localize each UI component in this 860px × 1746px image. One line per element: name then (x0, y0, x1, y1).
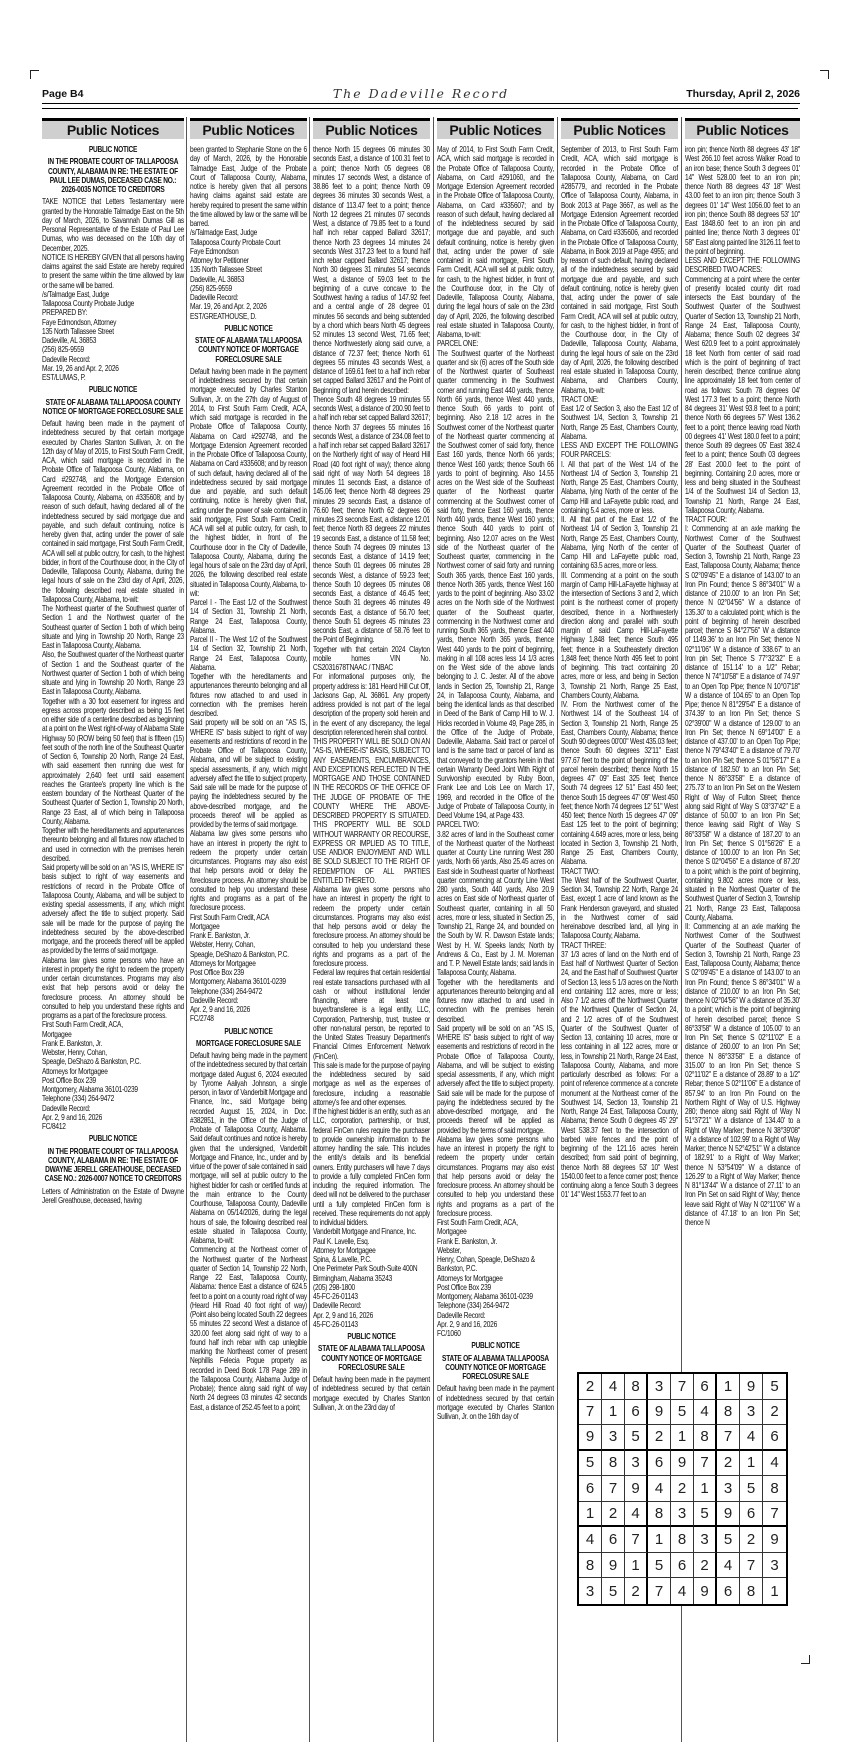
sudoku-cell: 5 (625, 1425, 648, 1451)
sudoku-cell: 2 (694, 1553, 717, 1579)
notice-heading: PUBLIC NOTICE (224, 323, 273, 333)
sudoku-cell: 5 (671, 1400, 694, 1426)
notice-paragraph: thence North 15 degrees 06 minutes 30 seconds East, a distance of 100.31 feet to a point; thence North 05 degrees 08 minutes 17 seconds West, a distance of 38.86 feet to a point; thence North 09 degrees 36 minutes 30 seconds West, a distance of 113.47 feet to a point; thence North 12 degrees 21 minutes 07 seconds West, a distance of 79.85 feet to a found half inch rebar capped Ballard 32617; thence North 23 degrees 14 minutes 24 seconds West 317.23 feet to a found half inch rebar capped Ballard 32617; thence North 30 degrees 31 minutes 54 seconds West, a distance of 59.03 feet to the beginning of a curve concave to the Southwest having a radius of 147.92 feet and a central angle of 28 degree 01 minutes 56 seconds and being subtended by a chord which bears North 45 degrees 52 minutes 13 second West, 71.65 feet; thence Northwesterly along said curve, a distance of 72.37 feet; thence North 61 degrees 55 minutes 43 seconds West, a distance of 169.61 feet to a half inch rebar set capped Ballard 32617 and the Point of Beginning of land herein described: (313, 145, 430, 395)
sudoku-cell: 7 (579, 1400, 602, 1426)
notice-paragraph: Said property will be sold on an "AS IS, WHERE IS" basis subject to right of way easements and restrictions of record in the Probate Office of Tallapoosa County, Alabama, and will be subject to existing special assessments, if any, which might adversely affect the title to subject property. Said sale will be made for the purpose of paying the indebtedness secured by the above-described mortgage, and the proceeds thereof will be applied as provided by the terms of said mortgage. (437, 1023, 554, 1135)
notice-paragraph: Also, the Southwest quarter of the Northeast quarter of Section 1 and the Southeast quarter of the Northwest quarter of Section 1 both of which being situate and lying in Township 20 North, Range 23 East in Tallapoosa County, Alabama. (42, 650, 184, 697)
notice-heading: STATE OF ALABAMA TALLAPOOSA COUNTY NOTICE OF MORTGAGE FORECLOSURE SALE (195, 336, 302, 364)
section-header-public-notices: Public Notices (561, 118, 678, 139)
sudoku-cell: 7 (763, 1502, 786, 1528)
sudoku-cell: 5 (602, 1578, 625, 1604)
notice-signature: Paul K. Lavelle, Esq. Attorney for Mortgagee Spina, & Lavelle, P.C. One Perimeter Park South-Suite 400N Birmingham, Alabama 35243 (205) 298-1800 45-FC-26-01143 (313, 1236, 418, 1301)
column-divider (557, 117, 558, 1742)
notice-paragraph: Alabama law gives some persons who have an interest in property the right to redeem the property under certain circumstances. Programs may also exist that help persons avoid or delay the foreclosure process. An attorney should be consulted to help you understand these rights and programs as a part of the foreclosure process. (190, 829, 307, 913)
sudoku-cell: 5 (648, 1553, 671, 1579)
sudoku-cell: 5 (579, 1451, 602, 1477)
sudoku-cell: 1 (579, 1502, 602, 1528)
notice-column-2 (190, 118, 307, 1412)
notice-column-1 (42, 118, 184, 1205)
sudoku-cell: 4 (648, 1476, 671, 1502)
notice-paragraph: Default having been made in the payment of indebtedness secured by that certain mortgage executed by Charles Stanton Sullivan, Jr. on the 16th day of (437, 1384, 554, 1421)
notice-heading: PUBLIC NOTICE (88, 145, 138, 154)
notice-signature: Henry, Cohan, Speagle, DeShazo & Bankston, P.C. Attorneys for Mortgagee Post Office Box 239 Montgomery, Alabama 36101-0239 Telephone (334) 264-9472 (437, 1255, 535, 1311)
notice-subheading: TRACT ONE: (561, 394, 599, 404)
notice-paragraph: LESS AND EXCEPT THE FOLLOWING DESCRIBED TWO ACRES: (685, 256, 800, 275)
notice-paragraph: Together with that certain 2024 Clayton mobile homes VIN No. CS2031678TNAAC / TNBAC (313, 644, 430, 672)
sudoku-cell: 3 (717, 1476, 740, 1502)
notice-heading: STATE OF ALABAMA TALLAPOOSA COUNTY NOTICE OF MORTGAGE FORECLOSURE SALE (318, 1344, 425, 1372)
notice-paragraph: 3.82 acres of land in the Southeast corner of the Northeast quarter of the Northeast quarter at County Line running West 280 yards, North 66 yards, Also 25.45 acres on East side in Southeast quarter of Northeast quarter commencing at County Line West 280 yards, South 440 yards, Also 20.9 acres on East side of Northeast quarter of Southeast quarter, containing in all 50 acres, more or less, situated in Section 25, Township 21, Range 24, and bounded on the South by W. R. Dawson Estate lands; West by H. W. Speeks lands; North by Andrews & Co., East by J. M. Moreman and T. P. Newell Estate lands; said lands in Tallapoosa County, Alabama. (437, 829, 554, 978)
sudoku-cell: 1 (694, 1476, 717, 1502)
notice-paragraph: Default having been made in the payment of indebtedness secured by that certain mortgage executed by Charles Stanton Sullivan, Jr. on the 23rd day of (313, 1375, 430, 1412)
sudoku-cell: 8 (717, 1400, 740, 1426)
notice-column-3 (313, 118, 430, 1412)
sudoku-cell: 1 (625, 1553, 648, 1579)
sudoku-cell: 7 (740, 1553, 763, 1579)
sudoku-cell: 3 (694, 1527, 717, 1553)
notice-paragraph: Default having being made in the payment of the indebtedness secured by that certain mortgage dated August 6, 2024 executed by Tyrome Aaliyah Johnson, a single person, in favor of Vanderbilt Mortgage and Finance, Inc., said Mortgage being recorded August 15, 2024, in Doc. #382851, in the Office of the Judge of Probate of Tallapoosa County, Alabama. Said default continues and notice is hereby given that the undersigned, Vanderbilt Mortgage and Finance, Inc., under and by virtue of the power of sale contained in said mortgage, will sell at public outcry to the highest bidder for cash or certified funds at the main entrance to the County Courthouse, Tallapoosa County, Dadeville Alabama on 05/14/2026, during the legal hours of sale, the following described real estate situated in Tallapoosa County, Alabama, to-wit: (190, 1051, 307, 1245)
notice-subheading: PARCEL TWO: (437, 820, 480, 830)
column-divider (433, 117, 434, 1742)
notice-paragraph: Together with a 30 foot easement for ingress and egress across property described as being 15 feet on either side of a centerline described as beginning at a point on the West right-of-way of Alabama State Highway 50 (ROW being 50 feet) that is fifteen (15) feet south of the north line of the Southeast Quarter of Section 6, Township 20 North, Range 24 East, with said easement then running due west for approximately 2,640 feet until said easement reaches the Grantee's property line which is the eastern boundary of the Northeast Quarter of the Southeast Quarter of Section 1, Township 20 North, Range 23 East, all of which being in Tallapoosa County, Alabama. (42, 696, 184, 826)
notice-signature: First South Farm Credit, ACA, Mortgagee Frank E. Bankston, Jr. Webster, (437, 1218, 518, 1255)
header-rule (42, 103, 800, 104)
notice-signature: Speagle, DeShazo & Bankston, P.C. Attorneys for Mortgagee Post Office Box 239 Montgomery, Alabama 36101-0239 Telephone (334) 264-9472 (42, 1057, 141, 1104)
notice-subheading: TRACT FOUR: (685, 515, 727, 524)
section-header-public-notices: Public Notices (685, 118, 800, 139)
sudoku-cell: 6 (740, 1502, 763, 1528)
notice-column-6 (685, 118, 800, 1227)
sudoku-cell: 9 (694, 1578, 717, 1604)
sudoku-cell: 4 (717, 1553, 740, 1579)
notice-paragraph: The Southwest quarter of the Northeast quarter and six (6) acres off the South side of the Northwest quarter of Southeast quarter commencing in the Southwest corner and running East 440 yards, thence North 66 yards, thence West 440 yards, thence South 66 yards to point of beginning. Also 2.18 1/2 acres in the Southwest corner of the Northeast quarter of the Northeast quarter commencing at the Southwest corner of said forty, thence East 160 yards, thence North 66 yards; thence West 160 yards; thence South 66 yards to point of beginning. Also 14.55 acres on the West side of the Southeast quarter of the Northeast quarter commencing at the Southwest corner of said forty, thence East 160 yards, thence North 440 yards, thence West 160 yards; thence South 440 yards to point of beginning. Also 12.07 acres on the West side of the Northeast quarter of the Southeast quarter, commencing in the Northwest corner of said forty and running South 365 yards, thence East 160 yards, thence North 365 yards, thence West 160 yards to the point of beginning. Also 33.02 acres on the North side of the Northwest quarter of the Southeast quarter, commencing in the Northwest corner and running South 365 yards, thence East 440 yards, thence North 365 yards, thence West 440 yards to the point of beginning, making in all 108 acres less 14 1/3 acres on the West side of the above lands belonging to J. C. Jester. All of the above lands in Section 25, Township 21, Range 24, in Tallapoosa County, Alabama, and being the identical lands as that described in Deed of the Bank of Camp Hill to W. J. Hicks recorded in Volume 49, Page 285, in the Office of the Judge of Probate, Dadeville, Alabama. Said tract or parcel of land is the same tract or parcel of land as that conveyed to the grantors herein in that certain Warranty Deed Joint With Right of Survivorship executed by Ruby Boon, Frank Lee and Lois Lee on March 17, 1969, and recorded in the Office of the Judge of Probate of Tallapoosa County, in Deed Volume 194, at Page 433. (437, 348, 554, 820)
notice-signature: First South Farm Credit, ACA, Mortgagee Frank E. Bankston, Jr. Webster, Henry, Cohan, (42, 1020, 123, 1057)
sudoku-cell: 6 (671, 1553, 694, 1579)
notice-paragraph: Default having been made in the payment of indebtedness secured by that certain mortgage executed by Charles Stanton Sullivan, Jr. on the 27th day of August of 2014, to First South Farm Credit, ACA, which said mortgage is recorded in the Probate Office of Tallapoosa County, Alabama on Card #292748, and the Mortgage Extension Agreement recorded in the Probate Office of Tallapoosa County, Alabama on Card #335608; and by reason of such default, having declared all of the indebtedness secured by said mortgage due and payable, and such default continuing, notice is hereby given that, acting under the power of sale contained in said mortgage, First South Farm Credit, ACA will sell at public outcry, for cash, to the highest bidder, in front of the Courthouse door in the City of Dadeville, Tallapoosa County, Alabama, during the legal hours of sale on the 23rd day of April, 2026, the following described real estate situated in Tallapoosa County, Alabama, to-wit: (190, 366, 307, 598)
notice-paragraph: Alabama law gives some persons who have an interest in property the right to redeem the property under certain circumstances. Programs may also exist that help persons avoid or delay the foreclosure process. An attorney should be consulted to help you understand these rights and programs as a part of the foreclosure process. (313, 885, 430, 968)
sudoku-cell: 8 (763, 1476, 786, 1502)
issue-date: Thursday, April 2, 2026 (686, 88, 800, 100)
section-header-public-notices: Public Notices (313, 118, 430, 139)
sudoku-solution-grid (577, 1372, 788, 1606)
sudoku-cell: 3 (763, 1553, 786, 1579)
sudoku-cell: 5 (717, 1527, 740, 1553)
sudoku-cell: 9 (602, 1553, 625, 1579)
sudoku-cell: 4 (740, 1425, 763, 1451)
sudoku-cell: 9 (579, 1425, 602, 1451)
sudoku-cell: 5 (694, 1502, 717, 1528)
notice-paragraph: THIS PROPERTY WILL BE SOLD ON AN "AS-IS, WHERE-IS" BASIS, SUBJECT TO ANY EASEMENTS, ENCUMBRANCES, AND EXCEPTIONS REFLECTED IN THE MORTGAGE AND THOSE CONTAINED IN THE RECORDS OF THE OFFICE OF THE JUDGE OF PROBATE OF THE COUNTY WHERE THE ABOVE-DESCRIBED PROPERTY IS SITUATED. THIS PROPERTY WILL BE SOLD WITHOUT WARRANTY OR RECOURSE, EXPRESS OR IMPLIED AS TO TITLE, USE AND/OR ENJOYMENT AND WILL BE SOLD SUBJECT TO THE RIGHT OF REDEMPTION OF ALL PARTIES ENTITLED THERETO. (313, 737, 430, 885)
sudoku-cell: 7 (602, 1476, 625, 1502)
column-divider (309, 117, 310, 1742)
notice-column-5 (561, 118, 678, 1200)
notice-paragraph: The Northeast quarter of the Southwest quarter of Section 1 and the Northwest quarter of the Southeast quarter of Section 1 both of which being situate and lying in Township 20 North, Range 23 East in Tallapoosa County, Alabama. (42, 604, 184, 650)
sudoku-cell: 8 (579, 1553, 602, 1579)
notice-signature: Dadeville Record: Apr. 2, 9 and 16, 2026 45-FC-26-01143 (313, 1301, 374, 1329)
notice-signature: Dadeville Record: Apr. 2, 9 and 16, 2026 FC/2748 (190, 995, 251, 1024)
notice-heading: STATE OF ALABAMA TALLAPOOSA COUNTY NOTICE OF MORTGAGE FORECLOSURE SALE (442, 1353, 549, 1381)
sudoku-cell: 8 (625, 1374, 648, 1400)
sudoku-cell: 5 (740, 1476, 763, 1502)
notice-heading: PUBLIC NOTICE (347, 1332, 396, 1341)
notice-signature: Faye Edmondson Attorney for Petitioner 135 North Tallassee Street Dadeville, AL 36853 (256) 825-9559 (190, 246, 262, 293)
sudoku-cell: 3 (740, 1400, 763, 1426)
sudoku-cell: 6 (717, 1578, 740, 1604)
notice-paragraph: If the highest bidder is an entity, such as an LLC, corporation, partnership, or trust, federal FinCen rules require the purchaser to provide ownership information to the attorney handling the sale. This includes the entity's details and its beneficial owners. Entity purchasers will have 7 days to provide a fully completed FinCen form including the required information. The deed will not be delivered to the purchaser until a fully completed FinCen form is received. These requirements do not apply to individual bidders. (313, 1107, 430, 1227)
sudoku-cell: 2 (579, 1374, 602, 1400)
sudoku-cell: 8 (671, 1527, 694, 1553)
notice-paragraph: TAKE NOTICE that Letters Testamentary were granted by the Honorable Talmadge East on the 5th day of March, 2026, to Savannah Dumas Gill as Personal Representative of the Estate of Paul Lee Dumas, who was deceased on the 10th day of December, 2025. (42, 197, 184, 253)
notice-paragraph: Default having been made in the payment of indebtedness secured by that certain mortgage executed by Charles Stanton Sullivan, Jr. on the 12th day of May of 2015, to First South Farm Credit, ACA, which said mortgage is recorded in the Probate Office of Tallapoosa County, Alabama, on Card #292748, and the Mortgage Extension Agreement recorded in the Probate Office of Tallapoosa County, Alabama, on #335608; and by reason of such default, having declared all of the indebtedness secured by said mortgage due and payable, and such default continuing, notice is hereby given that, acting under the power of sale contained in said mortgage, First South Farm Credit, ACA will sell at public outcry, for cash, to the highest bidder, in front of the Courthouse door, in the City of Dadeville, Tallapoosa County, Alabama, during the legal hours of sale on the 23rd day of April, 2026, the following described real estate situated in Tallapoosa County, Alabama, to-wit: (42, 419, 184, 604)
notice-column-text (685, 145, 800, 1227)
sudoku-cell: 9 (763, 1527, 786, 1553)
sudoku-cell: 9 (625, 1476, 648, 1502)
notice-paragraph: Parcel II - The West 1/2 of the Southwest 1/4 of Section 32, Township 21 North, Range 24 East, Tallapoosa County, Alabama. (190, 635, 307, 672)
sudoku-cell: 3 (625, 1451, 648, 1477)
page-number: Page B4 (42, 88, 84, 100)
notice-column-text (190, 145, 307, 1412)
notice-paragraph: Federal law requires that certain residential real estate transactions purchased with all cash or without institutional lender financing, where at least one buyer/transferee is a legal entity, LLC, Corporation, Partnership, trust, trustee or other non-natural person, be reported to the United States Treasury Department's Financial Crimes Enforcement Network (FinCen). (313, 968, 430, 1061)
sudoku-cell: 6 (602, 1527, 625, 1553)
sudoku-cell: 3 (648, 1374, 671, 1400)
sudoku-cell: 6 (579, 1476, 602, 1502)
notice-column-text (437, 145, 554, 1421)
sudoku-cell: 1 (717, 1374, 740, 1400)
notice-heading: STATE OF ALABAMA TALLAPOOSA COUNTY NOTICE OF MORTGAGE FORECLOSURE SALE (42, 397, 184, 416)
sudoku-cell: 4 (763, 1451, 786, 1477)
notice-column-text (561, 145, 678, 1200)
notice-paragraph: May of 2014, to First South Farm Credit, ACA, which said mortgage is recorded in the Probate Office of Tallapoosa County, Alabama, on Card #291060, and the Mortgage Extension Agreement recorded in the Probate Office of Tallapoosa County, Alabama, on Card #335607; and by reason of such default, having declared all of the indebtedness secured by said mortgage due and payable, and such default continuing, notice is hereby given that, acting under the power of sale contained in said mortgage, First South Farm Credit, ACA will sell at public outcry, for cash, to the highest bidder, in front of the Courthouse door, in the City of Dadeville, Tallapoosa County, Alabama, during the legal hours of sale on the 23rd day of April, 2026, the following described real estate situated in Tallapoosa County, Alabama, to-wit: (437, 145, 554, 339)
notice-paragraph: For informational purposes only, the property address is: 181 Heard Hill Cut Off, Jacksons Gap, AL 36861. Any property address provided is not part of the legal description of the property sold herein and in the event of any discrepancy, the legal description referenced herein shall control. (313, 672, 430, 737)
sudoku-cell: 1 (648, 1527, 671, 1553)
notice-paragraph: Thence South 48 degrees 19 minutes 55 seconds West, a distance of 200.90 feet to a half inch rebar set capped Ballard 32617; thence North 37 degrees 55 minutes 16 seconds West, a distance of 234.08 feet to a half inch rebar set capped Ballard 32617 on the Northerly right of way of Heard Hill Road (40 foot right of way); thence along said right of way North 54 degrees 18 minutes 11 seconds East, a distance of 145.06 feet; thence North 48 degrees 29 minutes 29 seconds East, a distance of 76.60 feet; thence North 62 degrees 06 minutes 23 seconds East, a distance 12.01 feet; thence North 83 degrees 22 minutes 19 seconds East, a distance of 11.58 feet; thence South 74 degrees 09 minutes 13 seconds East, a distance of 14.19 feet; thence South 01 degrees 06 minutes 28 seconds West, a distance of 59.23 feet; thence South 10 degrees 05 minutes 08 seconds East, a distance of 46.45 feet; thence South 31 degrees 46 minutes 49 seconds East, a distance of 56.70 feet; thence South 51 degrees 45 minutes 23 seconds East, a distance of 58.76 feet to the Point of Beginning. (313, 394, 430, 645)
sudoku-cell: 7 (694, 1451, 717, 1477)
notice-signature: Dadeville Record: Mar. 19, 26 and Apr. 2, 2026 EST/GREATHOUSE, D. (190, 293, 267, 321)
notice-signature: PREPARED BY: Faye Edmondson, Attorney 135 North Tallassee Street Dadeville, AL 36853 (256) 825-9559 (42, 308, 117, 355)
sudoku-cell: 2 (671, 1476, 694, 1502)
notice-paragraph: Commencing at a point where the center of presently located county dirt road intersects the East boundary of the Southwest Quarter of the Southwest Quarter of Section 13, Township 21 North, Range 24 East, Tallapoosa County, Alabama; thence South 02 degrees 34' West 620.9 feet to a point approximately 18 feet North from center of said road which is the point of beginning of tract herein described; thence continue along line approximately 18 feet from center of road as follows: South 78 degrees 04' West 177.3 feet to a point; thence North 84 degrees 31' West 93.8 feet to a point; thence North 66 degrees 57' West 136.2 feet to a point; thence leaving road North 00 degrees 41' West 180.0 feet to a point; thence South 89 degrees 05' East 382.4 feet to a point; thence South 03 degrees 28' East 200.0 feet to the point of beginning. Containing 2.0 acres, more or less and being situated in the Southeast 1/4 of the Southwest 1/4 of Section 13, Township 21 North, Range 24 East, Tallapoosa County, Alabama. (685, 274, 800, 515)
notice-signature: Dadeville Record: Mar. 19, 26 and Apr. 2, 2026 EST/LUMAS, P. (42, 354, 119, 382)
notice-paragraph: Together with the hereditaments and appurtenances thereunto belonging and all fixtures now attached to and used in connection with the premises herein described. (437, 977, 554, 1024)
notice-column-text (313, 145, 430, 1412)
sudoku-cell: 2 (625, 1578, 648, 1604)
notice-paragraph: been granted to Stephanie Stone on the 6 day of March, 2026, by the Honorable Talmadge East, Judge of the Probate Court of Tallapoosa County, Alabama, notice is hereby given that all persons having claims against said estate are hereby required to present the same within the time allowed by law or the same will be barred. (190, 145, 307, 228)
sudoku-cell: 7 (717, 1425, 740, 1451)
header-rule (42, 108, 798, 109)
notice-paragraph: Together with the hereditaments and appurtenances thereunto belonging and all fixtures now attached to and used in connection with the premises herein described. (42, 826, 184, 863)
sudoku-cell: 1 (602, 1400, 625, 1426)
notice-signature: Dadeville Record: Apr. 2, 9 and 16, 2026 FC/1060 (437, 1310, 498, 1338)
sudoku-cell: 7 (671, 1374, 694, 1400)
notice-subheading: TRACT TWO: (561, 866, 600, 876)
sudoku-cell: 4 (579, 1527, 602, 1553)
sudoku-cell: 3 (602, 1425, 625, 1451)
sudoku-cell: 3 (579, 1578, 602, 1604)
sudoku-cell: 6 (694, 1374, 717, 1400)
notice-column-text (42, 145, 184, 1205)
notice-paragraph: IV. From the Northwest corner of the Northwest 1/4 of the Southeast 1/4 of Section 3, Township 21 North, Range 25 East, Chambers County, Alabama; thence South 90 degrees 00'00" West 435.03 feet; thence South 60 degrees 32'11" East 977.67 feet to the point of beginning of the parcel herein described; thence North 15 degrees 47' 09" East 325 feet; thence South 74 degrees 12' 51" East 450 feet; thence South 15 degrees 47' 09" West 450 feet; thence North 74 degrees 12' 51" West 450 feet; thence North 15 degrees 47' 09" East 125 feet to the point of beginning; containing 4.649 acres, more or less, being located in Section 3, Township 21 North, Range 25 East, Chambers County, Alabama. (561, 700, 678, 867)
notice-paragraph: Alabama law gives some persons who have an interest in property the right to redeem the property under certain circumstances. Programs may also exist that help persons avoid or delay the foreclosure process. An attorney should be consulted to help you understand these rights and programs as a part of the foreclosure process. (42, 955, 184, 1020)
sudoku-cell: 6 (648, 1451, 671, 1477)
notice-heading: PUBLIC NOTICE (88, 1134, 138, 1144)
notice-paragraph: The West half of the Southwest Quarter, Section 34, Township 22 North, Range 24 East, except 1 acre of land known as the Frank Henderson graveyard, and situated in the Northwest corner of said hereinabove described land, all lying in Tallapoosa County, Alabama. (561, 875, 678, 941)
notice-heading: PUBLIC NOTICE (224, 1026, 273, 1036)
sudoku-cell: 4 (694, 1400, 717, 1426)
sudoku-cell: 2 (717, 1451, 740, 1477)
notice-heading: MORTGAGE FORECLOSURE SALE (196, 1038, 301, 1048)
notice-signature: /s/Talmadge East, Judge Tallapoosa County Probate Judge (42, 289, 135, 308)
sudoku-cell: 6 (763, 1425, 786, 1451)
notice-paragraph: II: Commencing at an axle marking the Northwest Corner of the Southwest Quarter of the Southeast Quarter of Section 3, Township 21 North, Range 23 East, Tallapoosa County, Alabama; thence S 02°09'45" E a distance of 143.00' to an Iron Pin Found; thence S 86°34'01" W a distance of 210.00' to an Iron Pin Set; thence N 02°04'56" W a distance of 35.30' to a point; which is the point of beginning of herein described parcel; thence S 86°33'58" W a distance of 105.00' to an Iron Pin Set; thence S 02°11'02" E a distance of 260.00' to an Iron Pin Set; thence N 86°33'58" E a distance of 315.00' to an Iron Pin Set; thence S 02°11'02" E a distance of 28.89' to a 1/2" Rebar; thence S 02°11'06" E a distance of 857.94' to an Iron Pin Found on the Northern Right of Way of U.S. Highway 280; thence along said Right of Way N 51°37'21" W a distance of 134.40' to a Right of Way Marker; thence N 38°39'08" W a distance of 102.99' to a Right of Way Marker; thence N 52°42'51" W a distance of 182.91' to a Right of Way Marker; thence N 53°54'09" W a distance of 126.29' to a Right of Way Marker; thence N 81°13'44" W a distance of 27.11' to an Iron Pin Set on said Right of Way; thence leave said Right of Way N 02°11'06" W a distance of 47.18' to an Iron Pin Set; thence N (685, 922, 800, 1227)
notice-paragraph: September of 2013, to First South Farm Credit, ACA, which said mortgage is recorded in the Probate Office of Tallapoosa County, Alabama, on Card #285779, and recorded in the Probate Office of Tallapoosa County, Alabama, in Book 2013 at Page 3667, as well as the Mortgage Extension Agreement recorded in the Probate Office of Tallapoosa County, Alabama, on Card #335606, and recorded in the Probate Office of Tallapoosa County, Alabama, in Book 2019 at Page 4955; and by reason of such default, having declared all of the indebtedness secured by said mortgage due and payable, and such default continuing, notice is hereby given that, acting under the power of sale contained in said mortgage, First South Farm Credit, ACA will sell at public outcry, for cash, to the highest bidder, in front of the Courthouse door, in the City of Dadeville, Tallapoosa County, Alabama, during the legal hours of sale on the 23rd day of April, 2026, the following described real estate situated in Tallapoosa County, Alabama, and Chambers County, Alabama, to-wit: (561, 145, 678, 395)
sudoku-cell: 8 (740, 1578, 763, 1604)
notice-signature: Vanderbilt Mortgage and Finance, Inc. (313, 1227, 417, 1237)
notice-paragraph: Alabama law gives some persons who have an interest in property the right to redeem the property under certain circumstances. Programs may also exist that help persons avoid or delay the foreclosure process. An attorney should be consulted to help you understand these rights and programs as a part of the foreclosure process. (437, 1134, 554, 1218)
notice-subheading: PARCEL ONE: (437, 339, 479, 349)
notice-subheading: TRACT THREE: (561, 940, 607, 950)
newspaper-title: The Dadeville Record (332, 86, 510, 101)
sudoku-cell: 4 (602, 1374, 625, 1400)
sudoku-cell: 2 (602, 1502, 625, 1528)
notice-paragraph: III. Commencing at a point on the south margin of Camp Hill-LaFayette highway at the intersection of Sections 3 and 2, which point is the northeast corner of property described, thence in a Northwesterly direction along and parallel with south margin of said Camp Hill-LaFayette Highway 1,848 feet; thence South 495 feet; thence in a Southeasterly direction 1,848 feet; thence North 495 feet to point of beginning. This tract containing 20 acres, more or less, and being in Section 3, Township 21 North, Range 25 East, Chambers County, Alabama. (561, 570, 678, 700)
notice-paragraph: This sale is made for the purpose of paying the indebtedness secured by said mortgage as well as the expenses of foreclosure, including a reasonable attorney's fee and other expenses. (313, 1060, 430, 1107)
sudoku-cell: 1 (740, 1451, 763, 1477)
sudoku-cell: 4 (625, 1502, 648, 1528)
notice-paragraph: Letters of Administration on the Estate of Dwayne Jerell Greathouse, deceased, having (42, 1186, 184, 1205)
sudoku-cell: 5 (763, 1374, 786, 1400)
notice-signature: First South Farm Credit, ACA Mortgagee Frank E. Bankston, Jr. Webster, Henry, Cohan, (190, 912, 270, 950)
column-divider (186, 117, 187, 1742)
crop-mark (820, 70, 829, 79)
notice-paragraph: Together with the hereditaments and appurtenances thereunto belonging and all fixtures now attached to and used in connection with the premises herein described. (190, 672, 307, 718)
section-header-public-notices: Public Notices (190, 118, 307, 139)
notice-column-4 (437, 118, 554, 1421)
sudoku-cell: 1 (671, 1425, 694, 1451)
sudoku-cell: 4 (671, 1578, 694, 1604)
notice-paragraph: 37 1/3 acres of land on the North end of East half of Northwest Quarter of Section 24, and the East half of Southwest Quarter of Section 13, less 5 1/3 acres on the North end containing 112 acres, more or less; Also 7 1/2 acres off the Northwest Quarter of the Northwest Quarter of Section 24, and 2 1/2 acres off of the Southwest Quarter of the Southwest Quarter of Section 13, containing 10 acres, more or less containing in all 122 acres, more or less, in Township 21 North, Range 24 East, Tallapoosa County, Alabama, and more particularly described as follows: For a point of reference commence at a concrete monument at the Northeast corner of the Southwest 1/4, Section 13, Township 21 North, Range 24 East, Tallapoosa County, Alabama; thence South 0 degrees 45' 29" West 538.37 feet to the intersection of barbed wire fences and the point of beginning of the 121.16 acres herein described; from said point of beginning, thence North 88 degrees 53' 10" West 1540.00 feet to a fence corner post; thence continuing along a fence South 3 degrees 01' 14" West 1553.77 feet to an (561, 949, 678, 1200)
sudoku-cell: 9 (717, 1502, 740, 1528)
notice-paragraph: II. All that part of the East 1/2 of the Northeast 1/4 of Section 3, Township 21 North, Range 25 East, Chambers County, Alabama, lying North of the center of Camp Hill and LaFayette public road, containing 63.5 acres, more or less. (561, 515, 678, 571)
sudoku-cell: 7 (625, 1527, 648, 1553)
crop-mark (30, 70, 39, 79)
notice-heading: PUBLIC NOTICE (471, 1341, 520, 1351)
notice-paragraph: Said property will be sold on an "AS IS, WHERE IS" basis subject to right of way easements and restrictions of record in the Probate Office of Tallapoosa County, Alabama, and will be subject to existing special assessments, if any, which might adversely affect the title to subject property. Said sale will be made for the purpose of paying the indebtedness secured by the above-described mortgage, and the proceeds thereof will be applied as provided by the terms of said mortgage. (42, 863, 184, 956)
notice-signature: Dadeville Record: Apr. 2, 9 and 16, 2026 FC/8412 (42, 1103, 103, 1131)
notice-paragraph: NOTICE IS HEREBY GIVEN that all persons having claims against the said Estate are hereby required to present the same within the time allowed by law or the same will be barred. (42, 252, 184, 290)
crop-mark (801, 1655, 810, 1664)
sudoku-cell: 8 (648, 1502, 671, 1528)
page-header (42, 86, 800, 102)
sudoku-cell: 7 (648, 1578, 671, 1604)
notice-paragraph: I. All that part of the West 1/4 of the Northeast 1/4 of Section 3, Township 21 North, Range 25 East, Chambers County, Alabama, lying North of the center of the Camp Hill and LaFayette public road, and containing 5.4 acres, more or less. (561, 459, 678, 515)
sudoku-cell: 8 (602, 1451, 625, 1477)
sudoku-cell: 6 (625, 1400, 648, 1426)
notice-signature: Speagle, DeShazo & Bankston, P.C. Attorneys for Mortgagee Post Office Box 239 Montgomery, Alabama 36101-0239 Telephone (334) 264-9472 (190, 949, 289, 996)
section-header-public-notices: Public Notices (42, 118, 184, 139)
notice-paragraph: LESS AND EXCEPT THE FOLLOWING FOUR PARCELS: (561, 441, 678, 460)
notice-paragraph: Parcel I - The East 1/2 of the Southwest 1/4 of Section 31, Township 21 North, Range 24 East, Tallapoosa County, Alabama. (190, 598, 307, 635)
sudoku-cell: 3 (671, 1502, 694, 1528)
sudoku-cell: 9 (671, 1451, 694, 1477)
notice-heading: PUBLIC NOTICE (88, 385, 138, 395)
notice-signature: /s/Talmadge East, Judge Tallapoosa County Probate Court (190, 228, 281, 247)
notice-heading: IN THE PROBATE COURT OF TALLAPOOSA COUNTY, ALABAMA IN RE: THE ESTATE OF DWAYNE JERELL GREATHOUSE, DECEASED CASE NO.: 2026-0007 NOTICE TO CREDITORS (44, 1146, 182, 1184)
sudoku-cell: 1 (770, 1582, 779, 1600)
notice-paragraph: iron pin; thence North 88 degrees 43' 18" West 266.10 feet across Walker Road to an iron base; thence South 3 degrees 01' 14" West 528.00 feet to an iron pin; thence North 88 degrees 43' 18" West 43.00 feet to an iron pin; thence South 3 degrees 01' 14" West 1056.00 feet to an iron pin; thence South 88 degrees 53' 10" East 1848.60 feet to an iron pin and painted line; thence North 3 degrees 01' 58" East along painted line 3126.11 feet to the point of beginning. (685, 145, 800, 256)
notice-paragraph: East 1/2 of Section 3, also the East 1/2 of Southwest 1/4, Section 3, Township 21 North, Range 25 East, Chambers County, Alabama. (561, 404, 678, 441)
sudoku-cell: 9 (740, 1374, 763, 1400)
sudoku-cell: 2 (648, 1425, 671, 1451)
notice-paragraph: Said property will be sold on an "AS IS, WHERE IS" basis subject to right of way easements and restrictions of record in the Probate Office of Tallapoosa County, Alabama, and will be subject to existing special assessments, if any, which might adversely affect the title to subject property. Said sale will be made for the purpose of paying the indebtedness secured by the above-described mortgage, and the proceeds thereof will be applied as provided by the terms of said mortgage. (190, 718, 307, 829)
section-header-public-notices: Public Notices (437, 118, 554, 139)
sudoku-cell: 8 (694, 1425, 717, 1451)
sudoku-cell: 9 (648, 1400, 671, 1426)
notice-heading: IN THE PROBATE COURT OF TALLAPOOSA COUNTY, ALABAMA IN RE: THE ESTATE OF PAUL LEE DUMAS, DECEASED CASE NO.: 2026-0035 NOTICE TO CREDITORS (47, 157, 179, 194)
notice-paragraph: Commencing at the Northeast corner of the Northwest quarter of the Northeast quarter of Section 14, Township 22 North, Range 22 East, Tallapoosa County, Alabama: thence East a distance of 624.5 feet to a point on a county road right of way (Heard Hill Road 40 foot right of way) (Point also being located South 22 degrees 55 minutes 22 second West a distance of 320.00 feet along said right of way to a found half inch rebar with cap unlegible marking the Northeast corner of present Nephillis Felecia Pogue property as recorded in Deed Book 178 Page 289 in the Tallapoosa County, Alabama Judge of Probate); thence along said right of way North 24 degrees 03 minutes 42 seconds East, a distance of 252.45 feet to a point; (190, 1245, 307, 1412)
sudoku-cell: 2 (740, 1527, 763, 1553)
notice-paragraph: I: Commencing at an axle marking the Northwest Corner of the Southwest Quarter of the Southeast Quarter of Section 3, Township 21 North, Range 23 East, Tallapoosa County, Alabama; thence S 02°09'45" E a distance of 143.00' to an Iron Pin Found; thence S 86°34'01" W a distance of 210.00' to an Iron Pin Set; thence N 02°04'56" W a distance of 135.30' to a calculated point; which is the point of beginning of herein described parcel; thence S 84°27'56" W a distance of 1149.36' to an Iron Pin Set; thence N 02°11'06" W a distance of 338.67' to an Iron pin Set; Thence S 77°32'32" E a distance of 151.14' to a 1/2" Rebar; thence N 74°10'58" E a distance of 74.97' to an Open Top Pipe; thence N 10°07'18" W a distance of 104.65' to an Open Top Pipe; thence N 81°29'54" E a distance of 374.39' to an Iron Pin Set; thence S 02°39'00" W a distance of 129.00' to an Iron Pin Set; thence N 69°14'00" E a distance of 437.00' to an Open Top Pipe; thence N 79°43'40" E a distance of 79.70' to an Iron Pin Set; thence S 01°56'17" E a distance of 182.50' to an Iron Pin Set; thence N 86°33'58" E a distance of 275.73' to an Iron Pin Set on the Western Right of Way of Fulton Street; thence along said Right of Way S 03°37'42" E a distance of 50.00' to an Iron Pin Set; thence leaving said Right of Way S 86°33'58" W a distance of 187.20' to an Iron Pin Set; thence S 01°56'26" E a distance of 100.00' to an Iron Pin Set; thence S 02°04'56" E a distance of 87.20' to a point; which is the point of beginning, containing 9.802 acres more or less, situated in the Northeast Quarter of the Southwest Quarter of Section 3, Township 21 North, Range 23 East, Tallapoosa County, Alabama. (685, 524, 800, 922)
sudoku-cell: 2 (763, 1400, 786, 1426)
